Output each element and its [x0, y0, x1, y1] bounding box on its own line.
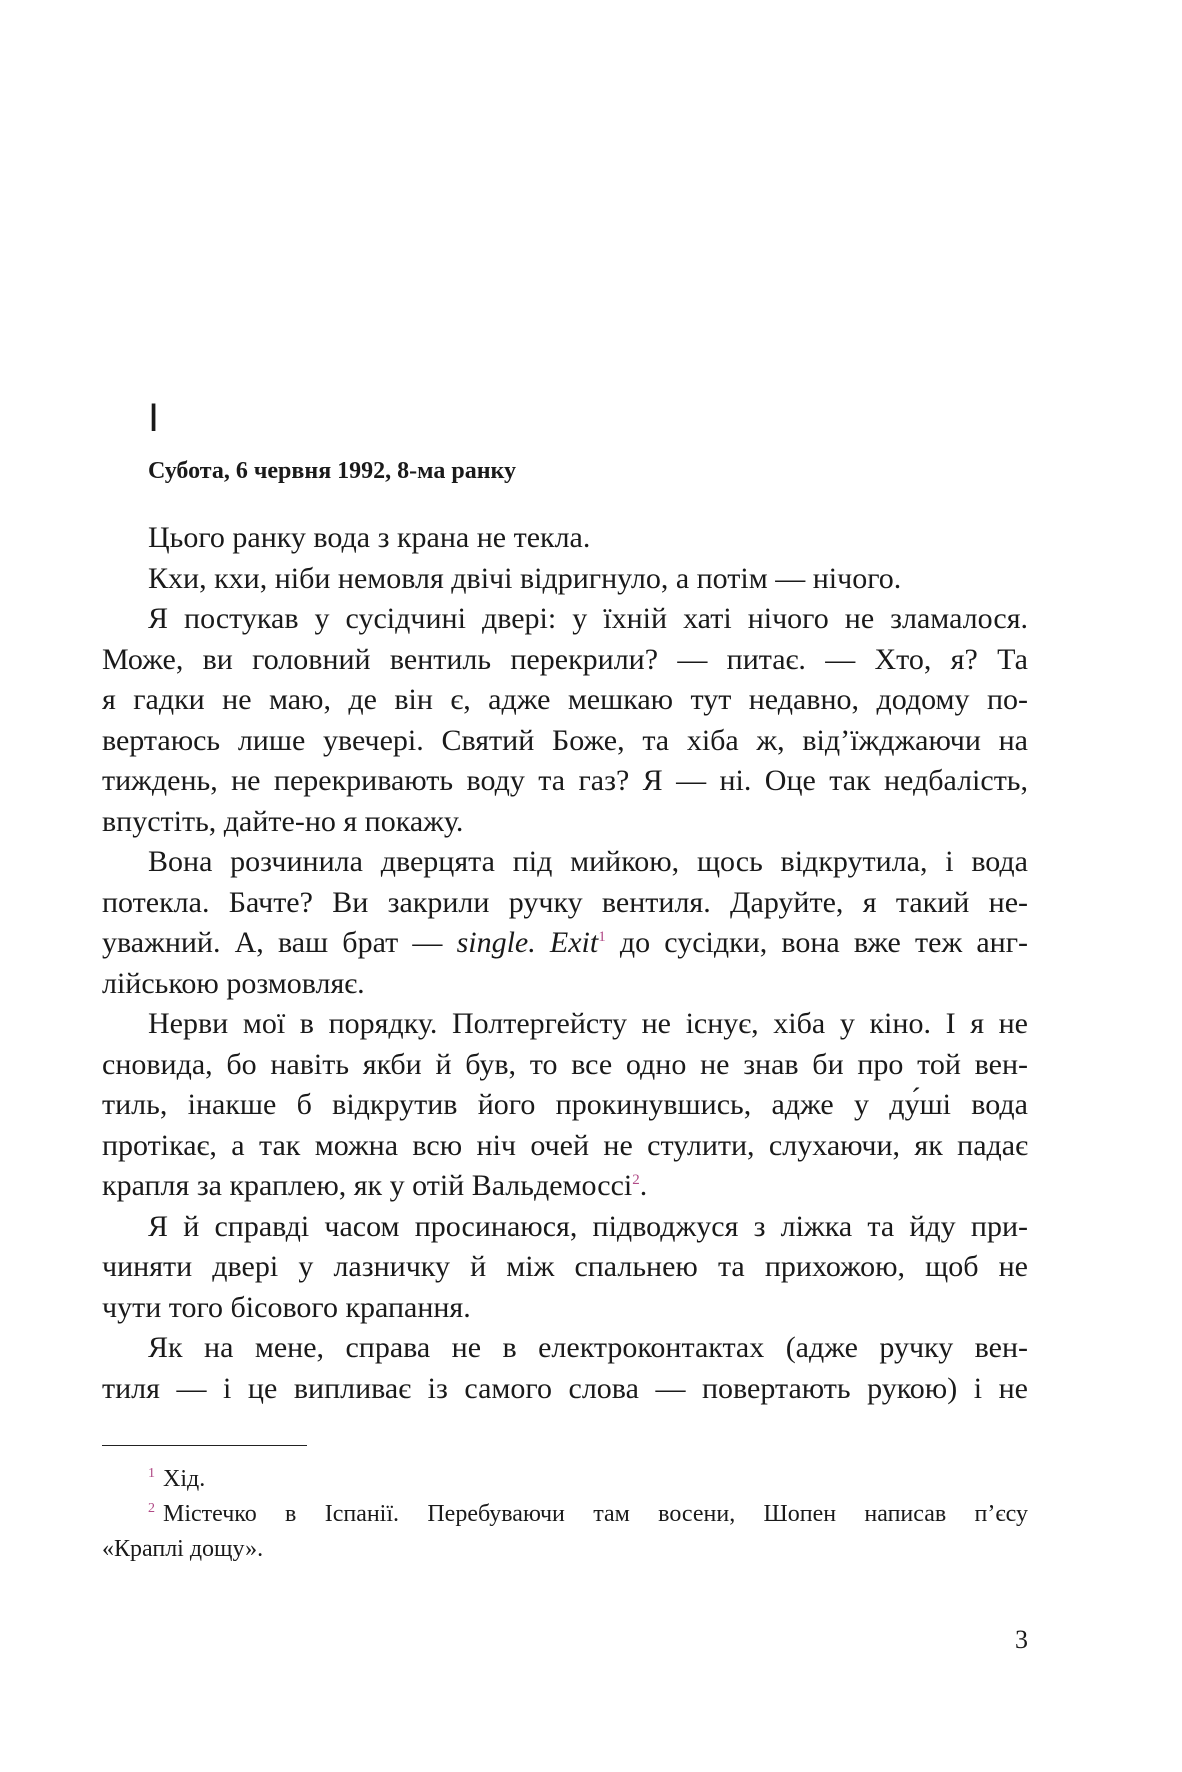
page-number: 3	[1015, 1625, 1028, 1654]
text-line	[102, 923, 1028, 964]
text-line: вертаюсь лише увечері. Святий Боже, та хіба ж, від’їжджаючи на	[102, 723, 1028, 757]
italic-phrase: single. Exit	[456, 926, 599, 959]
text-line	[102, 1166, 1028, 1207]
footnotes	[102, 1462, 1028, 1567]
text-line: Вона розчинила дверцята під мийкою, щось відкрутила, і вода	[148, 845, 1028, 878]
text-line: я гадки не маю, де він є, адже мешкаю тут недавно, додому по-	[102, 683, 1028, 716]
text-line: лійською розмовляє.	[102, 966, 365, 1000]
footnote-marker: 2	[148, 1501, 155, 1516]
text-segment: до сусідки, вона вже теж анг-	[605, 926, 1028, 959]
text-line: Кхи, кхи, ніби немовля двічі відригнуло, а потім — нічого.	[148, 561, 902, 595]
text-line: впустіть, дайте-но я покажу.	[102, 804, 464, 838]
text-line: Нерви мої в порядку. Полтергейсту не існує, хіба у кіно. І я не	[148, 1007, 1028, 1040]
text-segment: крапля за краплею, як у отій Вальдемоссі	[102, 1169, 633, 1202]
text-line: сновида, бо навіть якби й був, то все одно не знав би про той вен-	[102, 1047, 1028, 1081]
text-line: чути того бісового крапання.	[102, 1290, 471, 1324]
text-line: тиждень, не перекривають воду та газ? Я — ні. Оце так недбалість,	[102, 764, 1028, 797]
footnote-ref-2[interactable]: 2	[632, 1172, 640, 1188]
footnote-2	[102, 1497, 1028, 1532]
footnote-text: Містечко в Іспанії. Перебуваючи там восени, Шопен написав п’єсу	[163, 1501, 1028, 1527]
footnote-text: Хід.	[163, 1466, 206, 1492]
text-line: Як на мене, справа не в електроконтактах (адже ручку вен-	[148, 1331, 1028, 1364]
footnote-marker: 1	[148, 1466, 155, 1481]
text-line: потекла. Бачте? Ви закрили ручку вентиля. Даруйте, я такий не-	[102, 885, 1028, 919]
footnote-1	[102, 1462, 1028, 1497]
footnote-ref-1[interactable]: 1	[598, 929, 606, 945]
text-segment: .	[639, 1169, 648, 1202]
text-line: Я й справді часом просинаюся, підводжуся з ліжка та йду при-	[148, 1209, 1028, 1243]
text-segment: тиль, інакше б відкрутив його прокинувшись, адже у ду	[102, 1088, 920, 1121]
text-segment: уважний. А, ваш брат —	[102, 926, 457, 959]
text-line: тиля — і це випливає із самого слова — повертають рукою) і не	[102, 1371, 1028, 1405]
text-line: Може, ви головний вентиль перекрили? — питає. — Хто, я? Та	[102, 642, 1028, 676]
footnote-divider	[102, 1445, 307, 1446]
text-line: чиняти двері у лазничку й між спальнею та прихожою, щоб не	[102, 1250, 1028, 1283]
chapter-number: I	[148, 396, 160, 440]
text-line: Цього ранку вода з крана не текла.	[148, 521, 591, 554]
text-segment: ші вода	[919, 1088, 1028, 1121]
body-text	[102, 518, 1028, 1409]
text-line	[102, 1085, 1028, 1126]
text-line: Я постукав у сусідчині двері: у їхній хаті нічого не зламалося.	[148, 602, 1028, 635]
text-line: протікає, а так можна всю ніч очей не стулити, слухаючи, як падає	[102, 1128, 1028, 1162]
chapter-date-heading: Субота, 6 червня 1992, 8-ма ранку	[148, 458, 517, 484]
footnote-2-continued: «Краплі дощу».	[102, 1536, 264, 1562]
